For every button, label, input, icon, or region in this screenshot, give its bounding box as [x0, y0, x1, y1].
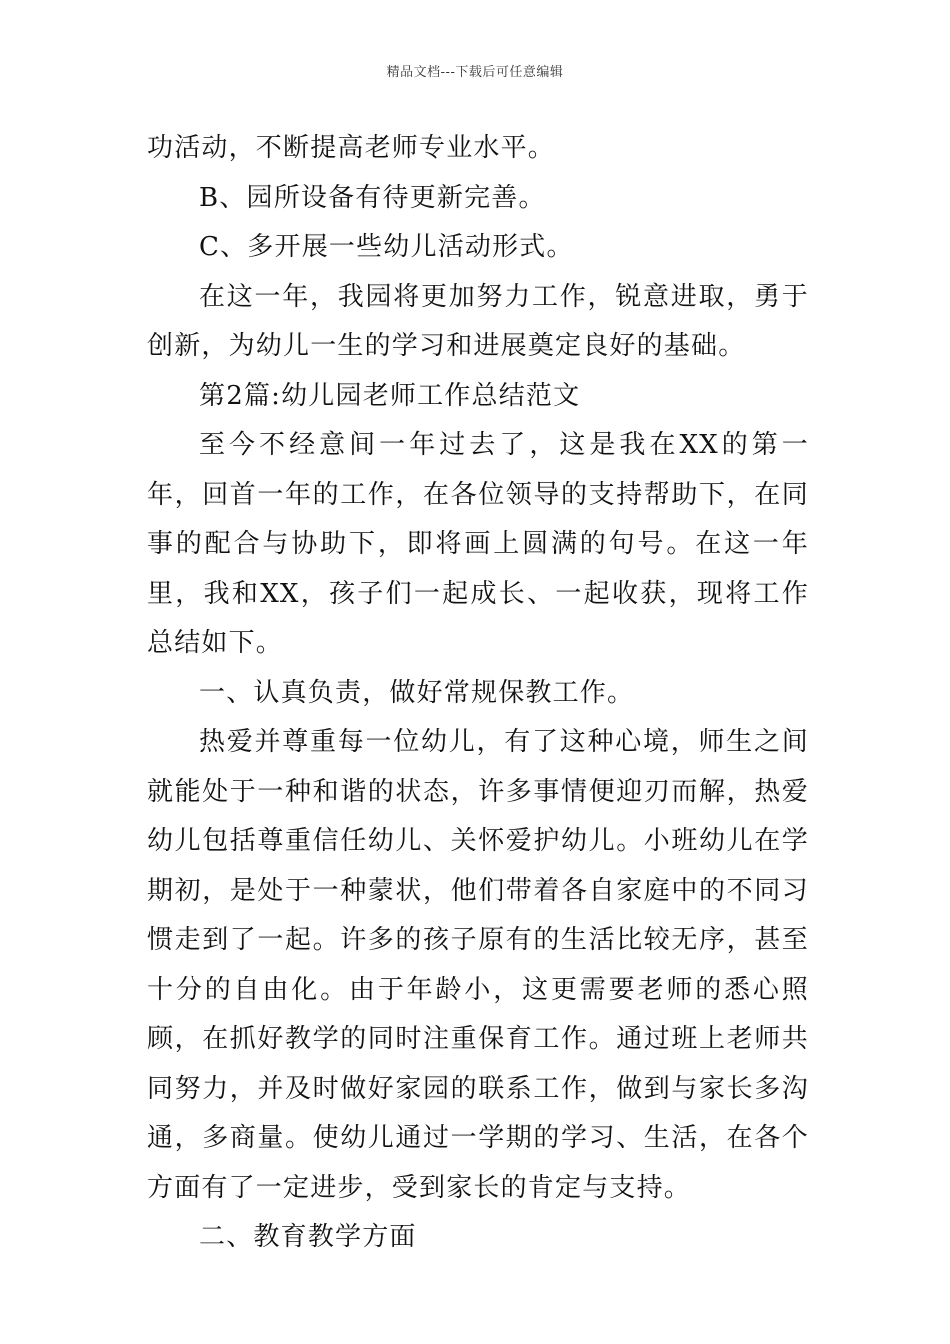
document-body [147, 124, 809, 1263]
page-header: 精品文档---下载后可任意编辑 [386, 65, 564, 80]
paragraph-body: 热爱并尊重每一位幼儿，有了这种心境，师生之间就能处于一种和谐的状态，许多事情便迎刃而解，热爱幼儿包括尊重信任幼儿、关怀爱护幼儿。小班幼儿在学期初，是处于一种蒙状，他们带着各自家庭中的不同习惯走到了一起。许多的孩子原有的生活比较无序，甚至十分的自由化。由于年龄小，这更需要老师的悉心照顾，在抓好教学的同时注重保育工作。通过班上老师共同努力，并及时做好家园的联系工作，做到与家长多沟通，多商量。使幼儿通过一学期的学习、生活，在各个方面有了一定进步，受到家长的肯定与支持。 [147, 727, 809, 1203]
paragraph-closing: 在这一年，我园将更加努力工作，锐意进取，勇于创新，为幼儿一生的学习和进展奠定良好的基础。 [147, 281, 809, 361]
subheading-2: 二、教育教学方面 [199, 1222, 417, 1252]
list-item-c: C、多开展一些幼儿活动形式。 [199, 232, 574, 262]
subheading-1: 一、认真负责，做好常规保教工作。 [199, 677, 635, 708]
section-title: 第2篇:幼儿园老师工作总结范文 [199, 380, 581, 411]
paragraph-continuation: 功活动，不断提高老师专业水平。 [147, 133, 556, 163]
list-item-b: B、园所设备有待更新完善。 [199, 182, 546, 213]
paragraph-intro: 至今不经意间一年过去了，这是我在XX的第一年，回首一年的工作，在各位领导的支持帮助下，在同事的配合与协助下，即将画上圆满的句号。在这一年里，我和XX，孩子们一起成长、一起收获，现将工作总结如下。 [147, 430, 809, 658]
